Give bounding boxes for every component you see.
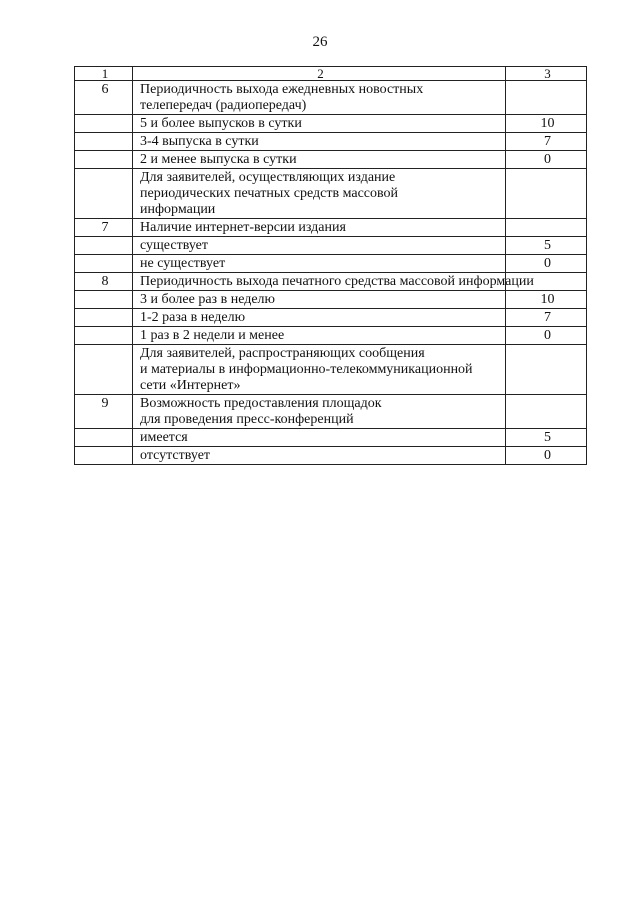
row-number — [75, 291, 133, 309]
row-criterion: Периодичность выхода печатного средства массовой информации — [133, 273, 506, 291]
table-header-row — [75, 67, 587, 81]
header-cell-number: 1 — [75, 67, 133, 81]
row-criterion: имеется — [133, 429, 506, 447]
table-row — [75, 151, 587, 169]
criteria-table — [74, 66, 587, 465]
table-row — [75, 133, 587, 151]
row-number — [75, 151, 133, 169]
table-row — [75, 81, 587, 115]
row-score — [506, 395, 587, 429]
row-criterion: существует — [133, 237, 506, 255]
row-criterion: отсутствует — [133, 447, 506, 465]
row-criterion: не существует — [133, 255, 506, 273]
row-score: 5 — [506, 429, 587, 447]
row-score: 10 — [506, 291, 587, 309]
header-cell-score: 3 — [506, 67, 587, 81]
table-row — [75, 273, 587, 291]
row-number — [75, 115, 133, 133]
row-criterion: 3-4 выпуска в сутки — [133, 133, 506, 151]
row-score: 0 — [506, 327, 587, 345]
row-score — [506, 81, 587, 115]
table-row — [75, 345, 587, 395]
row-criterion: 1-2 раза в неделю — [133, 309, 506, 327]
row-number — [75, 169, 133, 219]
row-number — [75, 133, 133, 151]
row-score: 0 — [506, 447, 587, 465]
row-criterion: Периодичность выхода ежедневных новостных телепередач (радиопередач) — [133, 81, 506, 115]
row-number — [75, 255, 133, 273]
table-row — [75, 291, 587, 309]
row-criterion: 5 и более выпусков в сутки — [133, 115, 506, 133]
table-row — [75, 115, 587, 133]
row-score: 10 — [506, 115, 587, 133]
row-number — [75, 429, 133, 447]
page-number: 26 — [312, 34, 328, 50]
row-number: 8 — [75, 273, 133, 291]
row-criterion: Для заявителей, осуществляющих издание периодических печатных средств массовой информации — [133, 169, 506, 219]
row-score — [506, 345, 587, 395]
row-score: 0 — [506, 255, 587, 273]
table-row — [75, 309, 587, 327]
row-number: 7 — [75, 219, 133, 237]
table-row — [75, 219, 587, 237]
table-row — [75, 395, 587, 429]
row-number: 9 — [75, 395, 133, 429]
row-number — [75, 345, 133, 395]
row-criterion: Возможность предоставления площадок для проведения пресс-конференций — [133, 395, 506, 429]
row-score: 7 — [506, 133, 587, 151]
row-score — [506, 169, 587, 219]
row-number — [75, 309, 133, 327]
row-score: 7 — [506, 309, 587, 327]
row-score — [506, 219, 587, 237]
row-score: 5 — [506, 237, 587, 255]
table-row — [75, 429, 587, 447]
row-criterion: Для заявителей, распространяющих сообщения и материалы в информационно-телекоммуникационной сети «Интернет» — [133, 345, 506, 395]
row-number — [75, 327, 133, 345]
row-criterion: 1 раз в 2 недели и менее — [133, 327, 506, 345]
row-criterion: 3 и более раз в неделю — [133, 291, 506, 309]
table-row — [75, 255, 587, 273]
row-criterion: 2 и менее выпуска в сутки — [133, 151, 506, 169]
table-row — [75, 447, 587, 465]
row-number — [75, 447, 133, 465]
table-row — [75, 169, 587, 219]
table-row — [75, 327, 587, 345]
header-cell-criterion: 2 — [133, 67, 506, 81]
row-number — [75, 237, 133, 255]
row-criterion: Наличие интернет-версии издания — [133, 219, 506, 237]
row-score: 0 — [506, 151, 587, 169]
row-number: 6 — [75, 81, 133, 115]
table-row — [75, 237, 587, 255]
